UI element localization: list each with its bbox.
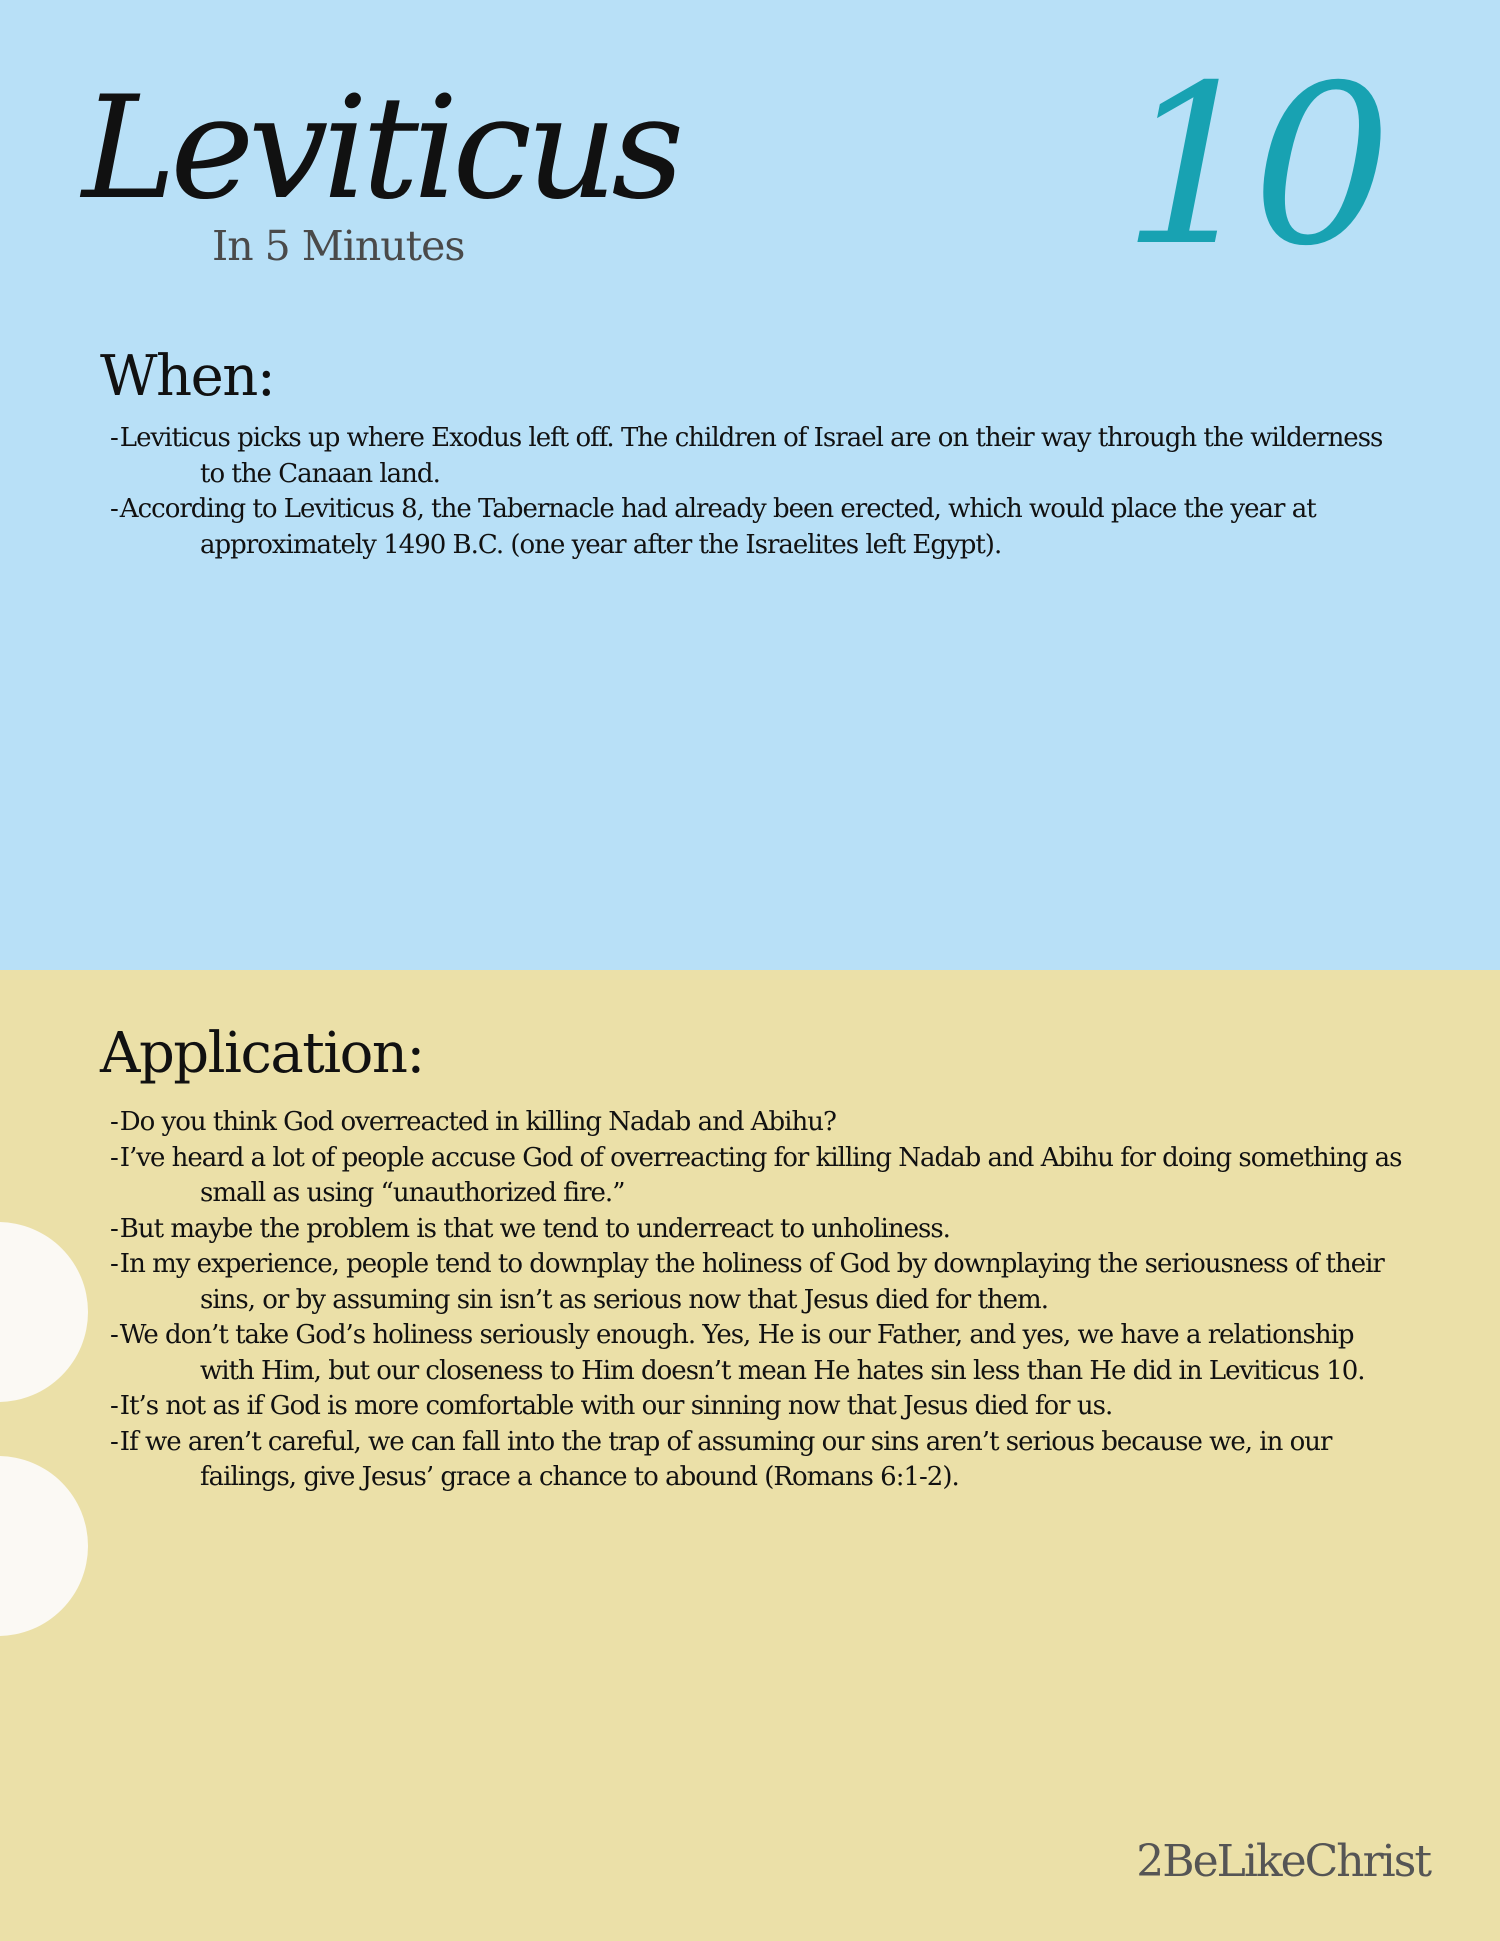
list-item-text: It’s not as if God is more comfortable with our sinning now that Jesus died for us. [119,1391,1113,1421]
list-item: -In my experience, people tend to downplay the holiness of God by downplaying the seriousness of their sins, or by assuming sin isn’t as serious now that Jesus died for them. [110,1249,1384,1315]
brand-name: 2BeLikeChrist [1136,1836,1430,1887]
application-list [110,1105,1410,1496]
list-item-text: We don’t take God’s holiness seriously enough. Yes, He is our Father, and yes, we have a relationship with Him, but our closeness to Him doesn’t mean He hates sin less than He did in Leviticus 10. [119,1320,1365,1386]
list-item-text: If we aren’t careful, we can fall into the trap of assuming our sins aren’t serious because we, in our failings, give Jesus’ grace a chance to abound (Romans 6:1-2). [119,1426,1332,1492]
list-item-text: I’ve heard a lot of people accuse God of overreacting for killing Nadab and Abihu for doing something as small as using “unauthorized fire.” [119,1142,1402,1208]
list-item: -Leviticus picks up where Exodus left off. The children of Israel are on their way through the wilderness to the Canaan land. [110,423,1383,489]
list-item: -It’s not as if God is more comfortable with our sinning now that Jesus died for us. [110,1391,1113,1421]
book-title: Leviticus [82,66,679,231]
list-item-text: According to Leviticus 8, the Tabernacle had already been erected, which would place the year at approximately 1490 B.C. (one year after the Israelites left Egypt). [119,494,1316,560]
list-item: -If we aren’t careful, we can fall into the trap of assuming our sins aren’t serious because we, in our failings, give Jesus’ grace a chance to abound (Romans 6:1-2). [110,1426,1332,1492]
list-item-text: Leviticus picks up where Exodus left off. The children of Israel are on their way through the wilderness to the Canaan land. [119,423,1383,489]
list-item: -Do you think God overreacted in killing Nadab and Abihu? [110,1107,836,1137]
list-item: -I’ve heard a lot of people accuse God of overreacting for killing Nadab and Abihu for doing something as small as using “unauthorized fire.” [110,1142,1402,1208]
list-item-text: Do you think God overreacted in killing Nadab and Abihu? [119,1107,836,1137]
when-heading: When: [100,344,275,409]
list-item-text: But maybe the problem is that we tend to underreact to unholiness. [119,1213,950,1244]
chapter-number: 10 [1122,38,1382,294]
list-item: -But maybe the problem is that we tend to underreact to unholiness. [110,1213,950,1244]
list-item: -We don’t take God’s holiness seriously enough. Yes, He is our Father, and yes, we have a relationship with Him, but our closeness to Him doesn’t mean He hates sin less than He did in Leviticus 10. [110,1320,1365,1386]
list-item: -According to Leviticus 8, the Tabernacle had already been erected, which would place the year at approximately 1490 B.C. (one year after the Israelites left Egypt). [110,494,1316,560]
list-item-text: In my experience, people tend to downplay the holiness of God by downplaying the seriousness of their sins, or by assuming sin isn’t as serious now that Jesus died for them. [119,1249,1384,1315]
application-heading: Application: [100,1021,424,1086]
subtitle: In 5 Minutes [212,222,465,270]
when-list [110,421,1410,563]
